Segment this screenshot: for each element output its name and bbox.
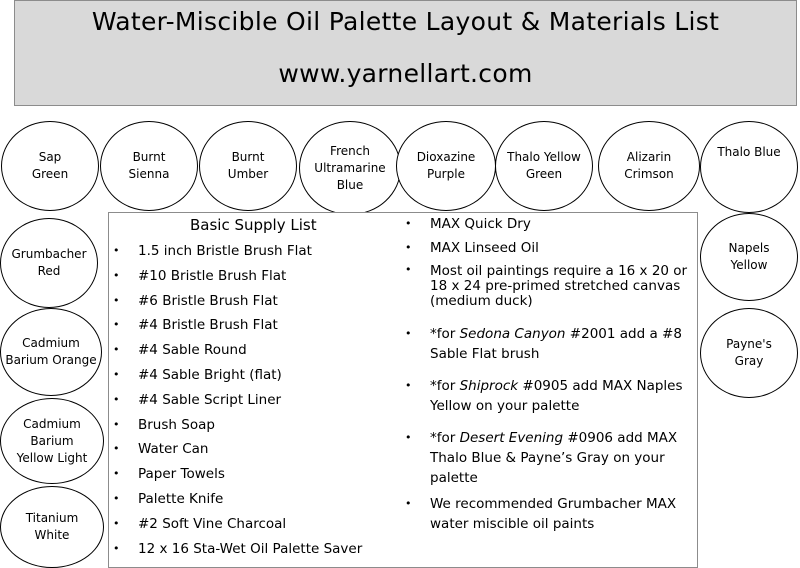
supply-list-title: Basic Supply List <box>190 216 317 234</box>
paint-well-alizarin-crimson: Alizarin Crimson <box>598 121 700 211</box>
list-item: • MAX Quick Dry <box>405 214 695 238</box>
list-item: • #4 Sable Script Liner <box>113 390 362 415</box>
list-item: • #4 Sable Round <box>113 340 362 365</box>
paint-well-paynes-gray: Payne's Gray <box>700 308 798 398</box>
canvas-note: Most oil paintings require a 16 x 20 or 18 x 24 pre-primed stretched canvas (medium duck) <box>430 263 688 309</box>
paint-well-grumbacher-red: Grumbacher Red <box>0 218 98 308</box>
supply-list-right <box>405 214 695 534</box>
paint-well-cadmium-barium-yellow-light: Cadmium Barium Yellow Light <box>0 398 104 484</box>
paint-well-burnt-umber: Burnt Umber <box>199 121 297 211</box>
paint-well-cadmium-barium-orange: Cadmium Barium Orange <box>0 308 102 396</box>
supply-list-left <box>113 241 362 563</box>
paint-well-napels-yellow: Napels Yellow <box>700 213 798 301</box>
paint-well-thalo-yellow-green: Thalo Yellow Green <box>495 121 593 211</box>
list-item: • 1.5 inch Bristle Brush Flat <box>113 241 362 266</box>
list-item: • Water Can <box>113 439 362 464</box>
painting-title: Desert Evening <box>459 430 564 446</box>
paint-well-french-ultramarine-blue: French Ultramarine Blue <box>299 121 401 215</box>
list-item: • Paper Towels <box>113 464 362 489</box>
painting-title: Sedona Canyon <box>459 326 566 342</box>
list-item: • MAX Linseed Oil <box>405 238 695 262</box>
list-item: • *for Desert Evening #0906 add MAX Thalo Blue & Payne’s Gray on your palette <box>405 428 695 494</box>
list-item: • #10 Bristle Brush Flat <box>113 266 362 291</box>
list-item: • We recommended Grumbacher MAX water miscible oil paints <box>405 494 695 534</box>
list-item: • *for Shiprock #0905 add MAX Naples Yellow on your palette <box>405 376 695 428</box>
list-item: • #4 Sable Bright (flat) <box>113 365 362 390</box>
list-item: • *for Sedona Canyon #2001 add a #8 Sable Flat brush <box>405 324 695 376</box>
page-title: Water-Miscible Oil Palette Layout & Materials List <box>91 7 720 36</box>
paint-well-thalo-blue: Thalo Blue <box>700 121 798 213</box>
list-item: • Brush Soap <box>113 415 362 440</box>
paint-well-dioxazine-purple: Dioxazine Purple <box>396 121 496 211</box>
paint-well-sap-green: Sap Green <box>1 121 99 211</box>
painting-title: Shiprock <box>459 378 519 394</box>
list-item: • #4 Bristle Brush Flat <box>113 315 362 340</box>
list-item: • Palette Knife <box>113 489 362 514</box>
header-banner <box>14 0 797 106</box>
paint-well-titanium-white: Titanium White <box>0 486 104 568</box>
list-item <box>405 262 695 324</box>
paint-well-burnt-sienna: Burnt Sienna <box>100 121 198 211</box>
list-item: • #6 Bristle Brush Flat <box>113 291 362 316</box>
list-item: • 12 x 16 Sta-Wet Oil Palette Saver <box>113 539 362 564</box>
website-url: www.yarnellart.com <box>278 59 533 88</box>
list-item: • #2 Soft Vine Charcoal <box>113 514 362 539</box>
